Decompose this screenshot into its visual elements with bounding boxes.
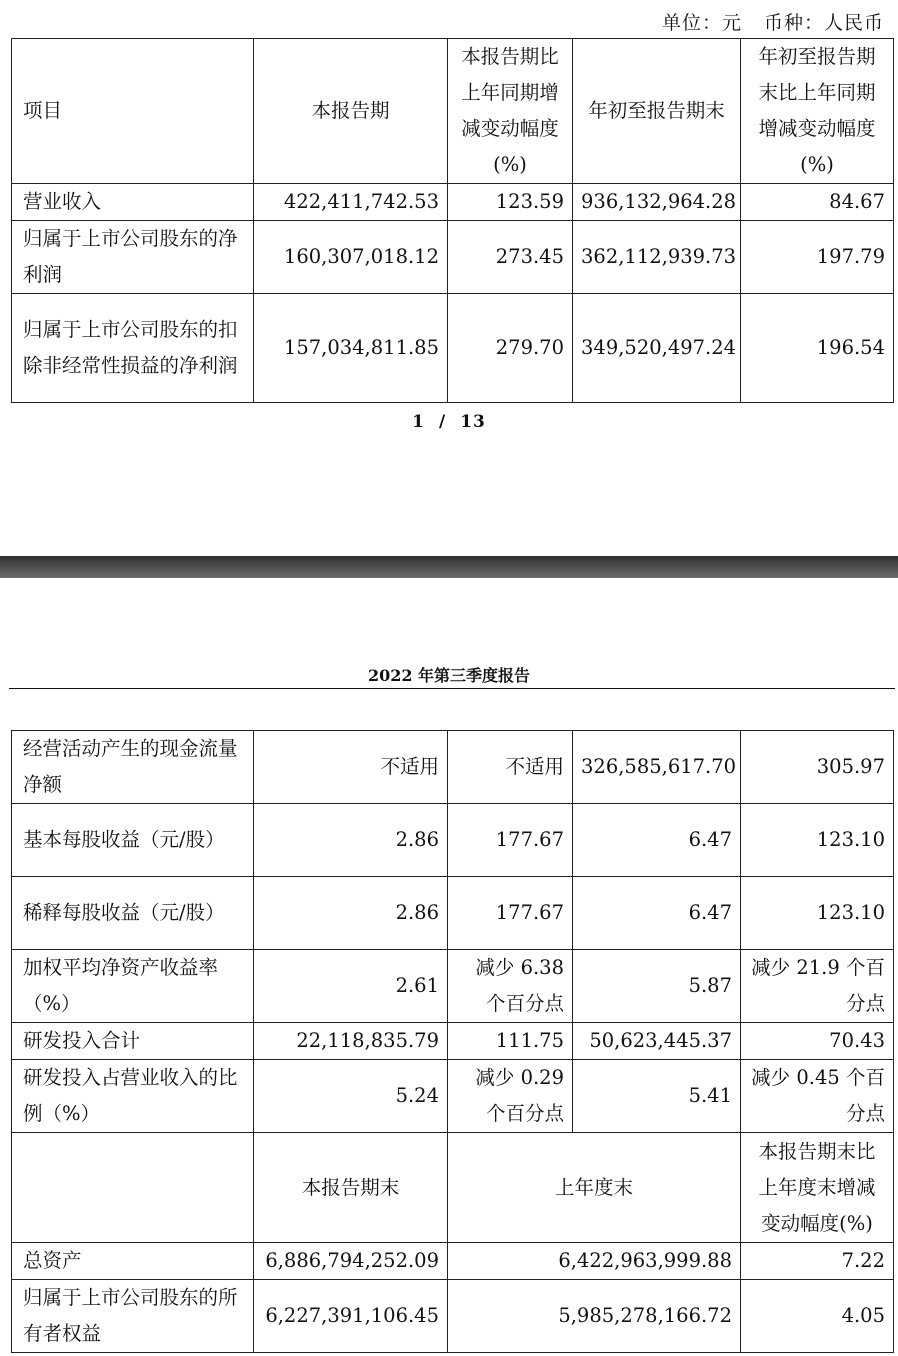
page-break-divider: [0, 556, 898, 578]
header-item: 项目: [12, 39, 254, 184]
title-underline: [9, 688, 895, 689]
row-current-value: 不适用: [254, 731, 448, 804]
row-prior-year-end-value: 5,985,278,166.72: [448, 1280, 741, 1353]
row-ytd-change: 84.67: [741, 184, 894, 221]
report-title: 2022 年第三季度报告: [367, 666, 531, 685]
main-financial-table: [11, 38, 894, 403]
row-ytd-value: 936,132,964.28: [573, 184, 741, 221]
row-item-label: 营业收入: [12, 184, 254, 221]
row-item-label: 归属于上市公司股东的净利润: [12, 221, 254, 294]
row-ytd-value: 349,520,497.24: [573, 294, 741, 403]
row-item-label: 经营活动产生的现金流量净额: [12, 731, 254, 804]
row-current-change: 279.70: [448, 294, 573, 403]
balance-header-prior-year-end: 上年度末: [448, 1133, 741, 1243]
unit-label: 单位：元: [661, 12, 742, 34]
row-period-end-value: 6,227,391,106.45: [254, 1280, 448, 1353]
row-current-value: 2.86: [254, 804, 448, 877]
continued-financial-table: [11, 730, 894, 1353]
row-item-label: 归属于上市公司股东的所有者权益: [12, 1280, 254, 1353]
currency-label: 币种：人民币: [763, 12, 884, 34]
row-current-value: 422,411,742.53: [254, 184, 448, 221]
page-separator: /: [438, 412, 447, 432]
row-ytd-value: 326,585,617.70: [573, 731, 741, 804]
table-row: [12, 1023, 894, 1060]
table-row: [12, 294, 894, 403]
unit-currency-line: [640, 8, 884, 35]
table-row: [12, 184, 894, 221]
table-row: [12, 731, 894, 804]
table-row: [12, 877, 894, 950]
row-ytd-change: 197.79: [741, 221, 894, 294]
header-ytd: 年初至报告期末: [573, 39, 741, 184]
table-row: [12, 221, 894, 294]
balance-header-change: 本报告期末比上年度末增减变动幅度(%): [741, 1133, 894, 1243]
row-item-label: 研发投入占营业收入的比例（%）: [12, 1060, 254, 1133]
balance-header-period-end: 本报告期末: [254, 1133, 448, 1243]
balance-header-row: [12, 1133, 894, 1243]
row-current-change: 减少 0.29 个百分点: [448, 1060, 573, 1133]
balance-header-blank: [12, 1133, 254, 1243]
table-header-row: [12, 39, 894, 184]
row-ytd-value: 50,623,445.37: [573, 1023, 741, 1060]
page-current: 1: [412, 412, 425, 432]
row-current-change: 减少 6.38 个百分点: [448, 950, 573, 1023]
row-current-change: 273.45: [448, 221, 573, 294]
row-ytd-change: 196.54: [741, 294, 894, 403]
row-current-value: 160,307,018.12: [254, 221, 448, 294]
header-current-change: 本报告期比上年同期增减变动幅度(%): [448, 39, 573, 184]
row-item-label: 总资产: [12, 1243, 254, 1280]
row-ytd-value: 362,112,939.73: [573, 221, 741, 294]
row-prior-year-end-value: 6,422,963,999.88: [448, 1243, 741, 1280]
row-change-value: 4.05: [741, 1280, 894, 1353]
table-row: [12, 1243, 894, 1280]
row-ytd-change: 123.10: [741, 804, 894, 877]
row-ytd-value: 5.87: [573, 950, 741, 1023]
row-current-value: 157,034,811.85: [254, 294, 448, 403]
row-ytd-change: 123.10: [741, 877, 894, 950]
row-item-label: 加权平均净资产收益率（%）: [12, 950, 254, 1023]
row-current-change: 177.67: [448, 804, 573, 877]
row-ytd-change: 减少 0.45 个百分点: [741, 1060, 894, 1133]
row-ytd-value: 6.47: [573, 804, 741, 877]
row-ytd-change: 减少 21.9 个百分点: [741, 950, 894, 1023]
row-ytd-value: 6.47: [573, 877, 741, 950]
table-row: [12, 804, 894, 877]
row-period-end-value: 6,886,794,252.09: [254, 1243, 448, 1280]
table-row: [12, 950, 894, 1023]
table-row: [12, 1060, 894, 1133]
row-ytd-change: 70.43: [741, 1023, 894, 1060]
row-current-value: 2.61: [254, 950, 448, 1023]
header-current-period: 本报告期: [254, 39, 448, 184]
table-row: [12, 1280, 894, 1353]
row-current-change: 不适用: [448, 731, 573, 804]
row-current-value: 2.86: [254, 877, 448, 950]
row-current-value: 5.24: [254, 1060, 448, 1133]
row-ytd-value: 5.41: [573, 1060, 741, 1133]
row-item-label: 研发投入合计: [12, 1023, 254, 1060]
row-current-change: 123.59: [448, 184, 573, 221]
page-number: [0, 412, 898, 432]
row-item-label: 稀释每股收益（元/股）: [12, 877, 254, 950]
row-change-value: 7.22: [741, 1243, 894, 1280]
row-current-value: 22,118,835.79: [254, 1023, 448, 1060]
page-total: 13: [460, 412, 486, 432]
row-current-change: 111.75: [448, 1023, 573, 1060]
row-current-change: 177.67: [448, 877, 573, 950]
row-item-label: 归属于上市公司股东的扣除非经常性损益的净利润: [12, 294, 254, 403]
row-item-label: 基本每股收益（元/股）: [12, 804, 254, 877]
header-ytd-change: 年初至报告期末比上年同期增减变动幅度(%): [741, 39, 894, 184]
row-ytd-change: 305.97: [741, 731, 894, 804]
